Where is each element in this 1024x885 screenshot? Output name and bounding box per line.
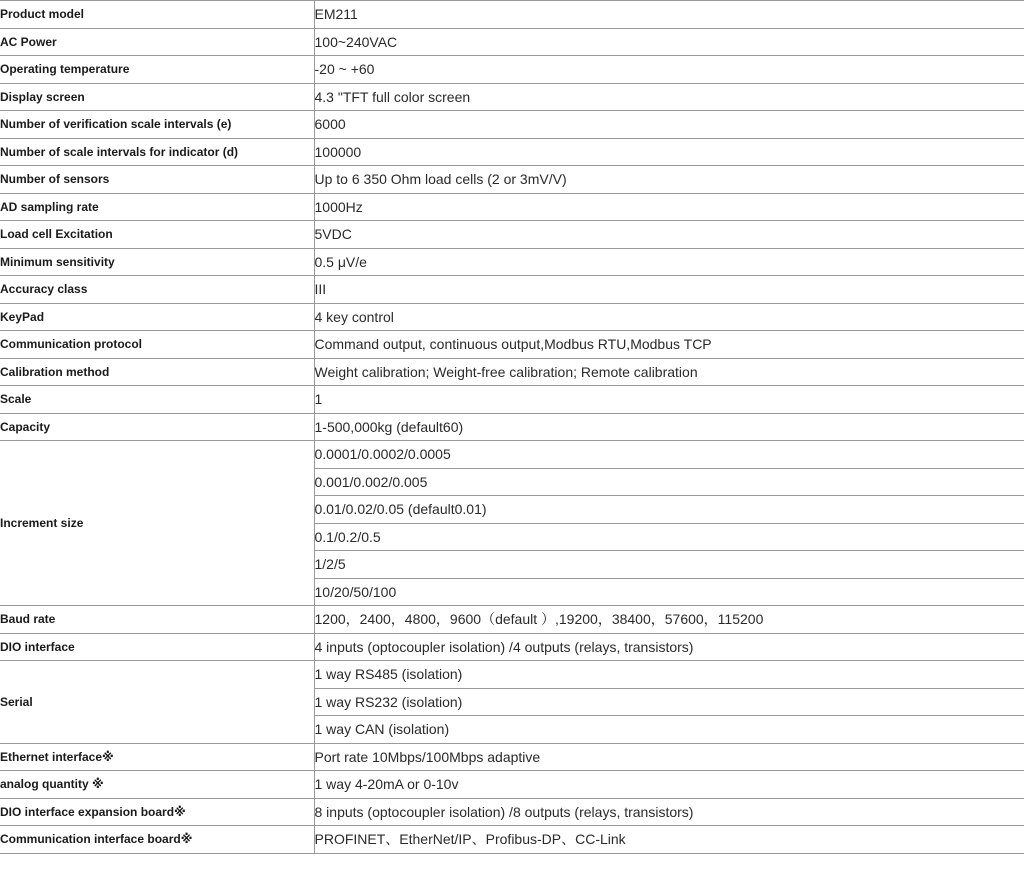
spec-value: 0.01/0.02/0.05 (default0.01) — [314, 496, 1024, 524]
spec-label: Increment size — [0, 441, 314, 606]
table-row — [0, 441, 1024, 469]
spec-value: PROFINET、EtherNet/IP、Profibus-DP、CC-Link — [314, 826, 1024, 854]
spec-value: 1 way RS232 (isolation) — [314, 688, 1024, 716]
spec-label: AD sampling rate — [0, 193, 314, 221]
spec-value: Port rate 10Mbps/100Mbps adaptive — [314, 743, 1024, 771]
spec-value: 5VDC — [314, 221, 1024, 249]
table-row — [0, 83, 1024, 111]
spec-value: 1200，2400，4800，9600（default ）,19200，38400，57600，115200 — [314, 606, 1024, 634]
spec-value: 100~240VAC — [314, 28, 1024, 56]
spec-label: Display screen — [0, 83, 314, 111]
spec-label: Number of scale intervals for indicator (d) — [0, 138, 314, 166]
spec-value: 1 way 4-20mA or 0-10v — [314, 771, 1024, 799]
spec-value: 0.1/0.2/0.5 — [314, 523, 1024, 551]
spec-label: Communication interface board※ — [0, 826, 314, 854]
table-row — [0, 138, 1024, 166]
table-row — [0, 276, 1024, 304]
spec-label: Baud rate — [0, 606, 314, 634]
table-row — [0, 331, 1024, 359]
table-row — [0, 413, 1024, 441]
spec-label: Serial — [0, 661, 314, 744]
spec-value: 4 inputs (optocoupler isolation) /4 outputs (relays, transistors) — [314, 633, 1024, 661]
spec-label: Communication protocol — [0, 331, 314, 359]
table-row — [0, 771, 1024, 799]
spec-label: DIO interface expansion board※ — [0, 798, 314, 826]
spec-value: 1/2/5 — [314, 551, 1024, 579]
table-row — [0, 28, 1024, 56]
table-row — [0, 248, 1024, 276]
spec-label: Accuracy class — [0, 276, 314, 304]
spec-value: 1000Hz — [314, 193, 1024, 221]
spec-label: Calibration method — [0, 358, 314, 386]
spec-value: 100000 — [314, 138, 1024, 166]
spec-label: Number of verification scale intervals (e) — [0, 111, 314, 139]
table-row — [0, 56, 1024, 84]
spec-value: 8 inputs (optocoupler isolation) /8 outputs (relays, transistors) — [314, 798, 1024, 826]
spec-value: 10/20/50/100 — [314, 578, 1024, 606]
spec-label: Ethernet interface※ — [0, 743, 314, 771]
table-row — [0, 221, 1024, 249]
spec-value: 0.0001/0.0002/0.0005 — [314, 441, 1024, 469]
spec-value: 1 way CAN (isolation) — [314, 716, 1024, 744]
spec-label: DIO interface — [0, 633, 314, 661]
spec-label: Scale — [0, 386, 314, 414]
spec-label: AC Power — [0, 28, 314, 56]
table-row — [0, 166, 1024, 194]
table-row — [0, 743, 1024, 771]
spec-label: Number of sensors — [0, 166, 314, 194]
spec-value: 1-500,000kg (default60) — [314, 413, 1024, 441]
table-row — [0, 633, 1024, 661]
spec-value: 4 key control — [314, 303, 1024, 331]
spec-label: analog quantity ※ — [0, 771, 314, 799]
spec-value: -20 ~ +60 — [314, 56, 1024, 84]
spec-value: Weight calibration; Weight-free calibration; Remote calibration — [314, 358, 1024, 386]
table-row — [0, 798, 1024, 826]
spec-label: Minimum sensitivity — [0, 248, 314, 276]
spec-value: Command output, continuous output,Modbus RTU,Modbus TCP — [314, 331, 1024, 359]
spec-table-body — [0, 1, 1024, 854]
table-row — [0, 661, 1024, 689]
table-row — [0, 358, 1024, 386]
table-row — [0, 826, 1024, 854]
table-row — [0, 606, 1024, 634]
spec-value: EM211 — [314, 1, 1024, 29]
spec-label: Operating temperature — [0, 56, 314, 84]
table-row — [0, 1, 1024, 29]
spec-value: III — [314, 276, 1024, 304]
spec-label: Load cell Excitation — [0, 221, 314, 249]
spec-value: 4.3 "TFT full color screen — [314, 83, 1024, 111]
spec-value: Up to 6 350 Ohm load cells (2 or 3mV/V) — [314, 166, 1024, 194]
spec-value: 1 — [314, 386, 1024, 414]
spec-label: KeyPad — [0, 303, 314, 331]
table-row — [0, 111, 1024, 139]
table-row — [0, 193, 1024, 221]
table-row — [0, 386, 1024, 414]
spec-label: Product model — [0, 1, 314, 29]
spec-label: Capacity — [0, 413, 314, 441]
spec-value: 0.5 μV/e — [314, 248, 1024, 276]
spec-value: 6000 — [314, 111, 1024, 139]
table-row — [0, 303, 1024, 331]
spec-value: 0.001/0.002/0.005 — [314, 468, 1024, 496]
spec-value: 1 way RS485 (isolation) — [314, 661, 1024, 689]
